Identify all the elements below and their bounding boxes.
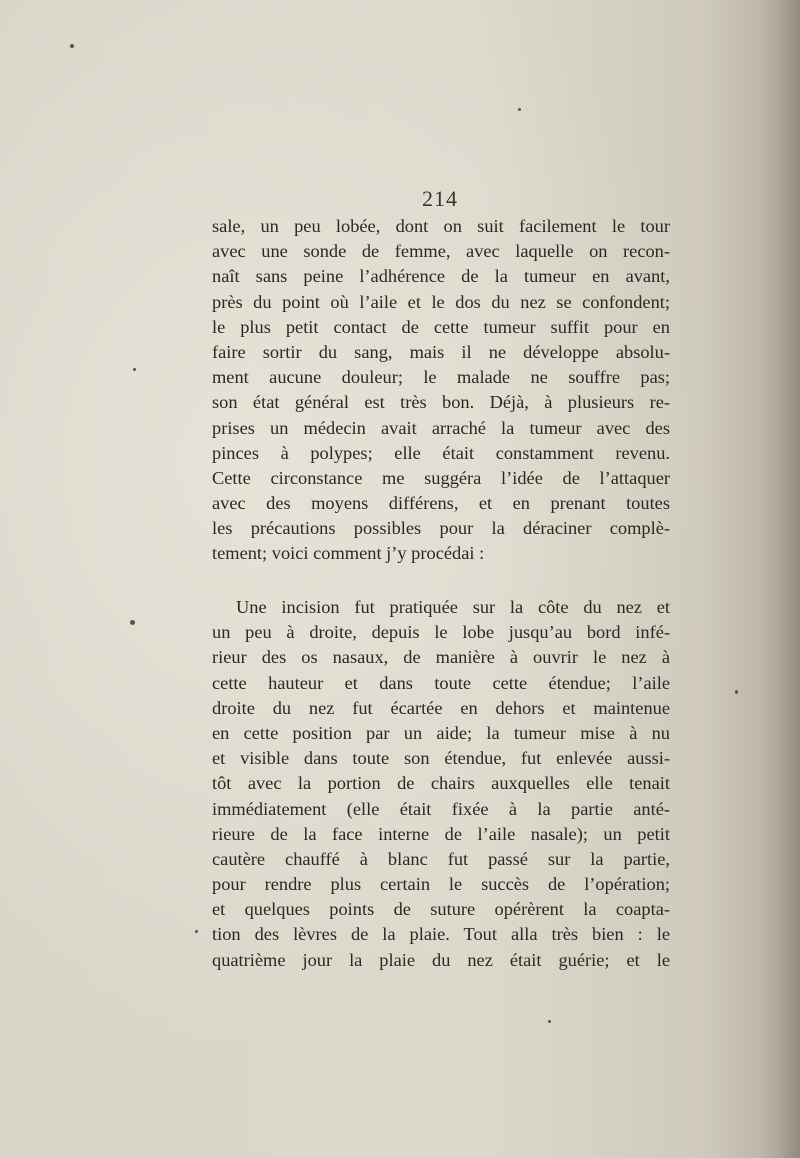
text-line: cautère chauffé à blanc fut passé sur la partie, [212, 848, 670, 869]
text-line: rieure de la face interne de l’aile nasale); un petit [212, 823, 670, 844]
page-number: 214 [422, 186, 458, 211]
text-line: et visible dans toute son étendue, fut enlevée aussi- [212, 748, 670, 769]
text-line: tôt avec la portion de chairs auxquelles elle tenait [212, 773, 670, 794]
text-line: naît sans peine l’adhérence de la tumeur en avant, [212, 266, 670, 287]
text-line: sale, un peu lobée, dont on suit facilement le tour [212, 216, 670, 236]
paper-speck [735, 690, 738, 694]
text-line: près du point où l’aile et le dos du nez se confondent; [212, 291, 670, 312]
text-line: cette hauteur et dans toute cette étendue; l’aile [212, 672, 670, 693]
paper-speck [70, 44, 74, 48]
paper-speck [518, 108, 521, 111]
text-line: faire sortir du sang, mais il ne développe absolu- [212, 341, 670, 362]
text-line: quatrième jour la plaie du nez était guérie; et le [212, 949, 670, 970]
paper-speck [195, 930, 198, 933]
text-line: en cette position par un aide; la tumeur mise à nu [212, 722, 670, 743]
text-line: Cette circonstance me suggéra l’idée de l’attaquer [212, 467, 670, 488]
text-line: avec des moyens différens, et en prenant toutes [212, 493, 670, 514]
text-line: Une incision fut pratiquée sur la côte du nez et [236, 597, 670, 617]
text-line: et quelques points de suture opérèrent la coapta- [212, 899, 670, 920]
text-line: un peu à droite, depuis le lobe jusqu’au bord infé- [212, 622, 670, 643]
paper-speck [133, 368, 136, 371]
text-line: immédiatement (elle était fixée à la partie anté- [212, 798, 670, 819]
text-line: ment aucune douleur; le malade ne souffre pas; [212, 367, 670, 388]
text-line: les précautions possibles pour la déraciner complè- [212, 518, 670, 539]
text-line: tion des lèvres de la plaie. Tout alla très bien : le [212, 924, 670, 945]
spine-shadow [760, 0, 800, 1158]
paragraph-2 [212, 595, 670, 973]
text-line: tement; voici comment j’y procédai : [212, 543, 485, 564]
paper-speck [130, 620, 135, 625]
text-line: prises un médecin avait arraché la tumeur avec des [212, 417, 670, 438]
text-line: son état général est très bon. Déjà, à plusieurs re- [212, 392, 670, 413]
text-line: pinces à polypes; elle était constamment revenu. [212, 442, 670, 463]
text-line: avec une sonde de femme, avec laquelle on recon- [212, 241, 670, 262]
text-line: le plus petit contact de cette tumeur suffit pour en [212, 316, 670, 337]
text-line: rieur des os nasaux, de manière à ouvrir le nez à [212, 647, 670, 668]
text-line: pour rendre plus certain le succès de l’opération; [212, 874, 670, 895]
paper-speck [548, 1020, 551, 1023]
paragraph-1 [212, 214, 670, 567]
text-line: droite du nez fut écartée en dehors et maintenue [212, 697, 670, 718]
